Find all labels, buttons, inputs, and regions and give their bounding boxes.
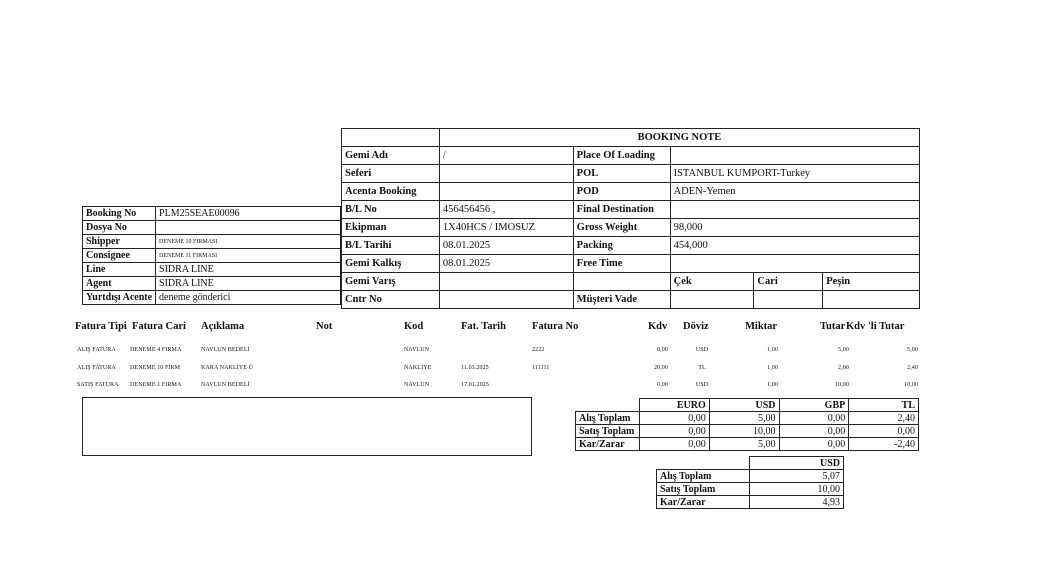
final-destination-value bbox=[670, 201, 919, 219]
currency-totals-table bbox=[575, 398, 919, 451]
booking-note-title: BOOKING NOTE bbox=[439, 129, 919, 147]
row-tutar: 2,00 bbox=[838, 365, 849, 371]
col-fat-tarih: Fat. Tarih bbox=[461, 321, 506, 332]
line-label: Line bbox=[83, 263, 156, 277]
row-kdvli-tutar: 10,00 bbox=[904, 382, 918, 388]
bl-tarihi-label: B/L Tarihi bbox=[342, 237, 440, 255]
row-kod: NAVLUN bbox=[404, 347, 430, 353]
ekipman-label: Ekipman bbox=[342, 219, 440, 237]
row-kdv: 0,00 bbox=[657, 347, 668, 353]
kar-usd: 5,00 bbox=[709, 438, 779, 451]
seferi-label: Seferi bbox=[342, 165, 440, 183]
col-kod: Kod bbox=[404, 321, 424, 332]
col-not: Not bbox=[316, 321, 333, 332]
satis-toplam-label: Satış Toplam bbox=[576, 425, 640, 438]
cari-value bbox=[754, 291, 823, 309]
usd-alis-value: 5,07 bbox=[749, 470, 843, 483]
line-value: SIDRA LINE bbox=[156, 263, 341, 277]
row-fatura-cari: DENEME 1 FIRMA bbox=[130, 382, 182, 388]
packing-label: Packing bbox=[573, 237, 670, 255]
totals-header-euro: EURO bbox=[639, 399, 709, 412]
usd-alis-label: Alış Toplam bbox=[657, 470, 750, 483]
gemi-kalkis-value: 08.01.2025 bbox=[439, 255, 573, 273]
pol-label: POL bbox=[573, 165, 670, 183]
musteri-vade-label: Müşteri Vade bbox=[573, 291, 670, 309]
alis-toplam-label: Alış Toplam bbox=[576, 412, 640, 425]
row-fatura-tipi: ALIŞ FATURA bbox=[77, 347, 116, 353]
usd-kar-label: Kar/Zarar bbox=[657, 496, 750, 509]
notes-box bbox=[82, 397, 532, 456]
alis-tl: 2,40 bbox=[849, 412, 919, 425]
pesin-label: Peşin bbox=[823, 273, 920, 291]
kar-gbp: 0,00 bbox=[779, 438, 849, 451]
pol-value: ISTANBUL KUMPORT-Turkey bbox=[670, 165, 919, 183]
dosya-no-label: Dosya No bbox=[83, 221, 156, 235]
row-fatura-tipi: SATIŞ FATURA bbox=[77, 382, 119, 388]
packing-value: 454,000 bbox=[670, 237, 919, 255]
row-tutar: 5,00 bbox=[838, 347, 849, 353]
row-kdv: 20,00 bbox=[654, 365, 668, 371]
cek-value bbox=[670, 291, 754, 309]
agent-label: Agent bbox=[83, 277, 156, 291]
col-tutar: Tutar bbox=[820, 321, 846, 332]
pesin-value bbox=[823, 291, 920, 309]
shipper-label: Shipper bbox=[83, 235, 156, 249]
consignee-label: Consignee bbox=[83, 249, 156, 263]
booking-no-label: Booking No bbox=[83, 207, 156, 221]
row-miktar: 1,00 bbox=[767, 365, 778, 371]
gemi-adi-label: Gemi Adı bbox=[342, 147, 440, 165]
yurtdisi-acente-value: deneme gönderici bbox=[156, 291, 341, 305]
satis-tl: 0,00 bbox=[849, 425, 919, 438]
dosya-no-value bbox=[156, 221, 341, 235]
col-fatura-cari: Fatura Cari bbox=[132, 321, 186, 332]
agent-value: SIDRA LINE bbox=[156, 277, 341, 291]
gemi-adi-value: / bbox=[439, 147, 573, 165]
row-fatura-tipi: ALIŞ FATURA bbox=[77, 365, 116, 371]
final-destination-label: Final Destination bbox=[573, 201, 670, 219]
usd-kar-value: 4,93 bbox=[749, 496, 843, 509]
satis-gbp: 0,00 bbox=[779, 425, 849, 438]
row-miktar: 1,00 bbox=[767, 382, 778, 388]
usd-totals-table bbox=[656, 456, 844, 509]
col-miktar: Miktar bbox=[745, 321, 778, 332]
totals-header-usd: USD bbox=[709, 399, 779, 412]
row-aciklama: KARA NAKLİYE Ü bbox=[201, 365, 254, 371]
totals-header-gbp: GBP bbox=[779, 399, 849, 412]
col-aciklama: Açıklama bbox=[201, 321, 245, 332]
row-fat-tarih: 11.03.2025 bbox=[461, 365, 489, 371]
ekipman-value: 1X40HCS / IMOSUZ bbox=[439, 219, 573, 237]
table-row bbox=[0, 382, 1058, 390]
booking-no-value: PLM25SEAE00096 bbox=[156, 207, 341, 221]
row-kdvli-tutar: 5,00 bbox=[907, 347, 918, 353]
alis-usd: 5,00 bbox=[709, 412, 779, 425]
shipment-info-table bbox=[82, 206, 341, 305]
yurtdisi-acente-label: Yurtdışı Acente bbox=[83, 291, 156, 305]
row-fat-tarih: 17.01.2025 bbox=[461, 382, 489, 388]
totals-header-tl: TL bbox=[849, 399, 919, 412]
bl-no-label: B/L No bbox=[342, 201, 440, 219]
consignee-value: DENEME 11 FIRMASI bbox=[156, 249, 341, 263]
bl-no-value: 456456456 , bbox=[439, 201, 573, 219]
kar-euro: 0,00 bbox=[639, 438, 709, 451]
row-doviz: USD bbox=[695, 347, 709, 353]
alis-gbp: 0,00 bbox=[779, 412, 849, 425]
kar-tl: -2,40 bbox=[849, 438, 919, 451]
row-aciklama: NAVLUN BEDELİ bbox=[201, 382, 250, 388]
row-fatura-no: 111111 bbox=[532, 365, 550, 371]
col-kdv: Kdv bbox=[648, 321, 668, 332]
bl-tarihi-value: 08.01.2025 bbox=[439, 237, 573, 255]
row-kod: NAKLİYE bbox=[404, 365, 432, 371]
pod-label: POD bbox=[573, 183, 670, 201]
booking-note-table bbox=[341, 128, 920, 309]
row-tutar: 10,00 bbox=[835, 382, 849, 388]
row-doviz: TL bbox=[698, 365, 706, 371]
gross-weight-value: 98,000 bbox=[670, 219, 919, 237]
row-kod: NAVLUN bbox=[404, 382, 430, 388]
free-time-label: Free Time bbox=[573, 255, 670, 273]
row-fatura-no: 2222 bbox=[532, 347, 545, 353]
row-fatura-cari: DENEME 10 FİRM bbox=[130, 365, 181, 371]
seferi-value bbox=[439, 165, 573, 183]
acenta-booking-label: Acenta Booking bbox=[342, 183, 440, 201]
free-time-value bbox=[670, 255, 919, 273]
row-fatura-cari: DENEME 4 FIRMA bbox=[130, 347, 182, 353]
row-aciklama: NAVLUN BEDELİ bbox=[201, 347, 250, 353]
shipper-value: DENEME 10 FIRMASI bbox=[156, 235, 341, 249]
row-kdv: 0,00 bbox=[657, 382, 668, 388]
cntr-no-value bbox=[439, 291, 573, 309]
usd-totals-header: USD bbox=[749, 457, 843, 470]
table-row bbox=[0, 347, 1058, 355]
col-kdvli-tutar: Kdv 'li Tutar bbox=[846, 321, 905, 332]
gemi-varis-value bbox=[439, 273, 573, 291]
alis-euro: 0,00 bbox=[639, 412, 709, 425]
col-doviz: Döviz bbox=[683, 321, 709, 332]
row-kdvli-tutar: 2,40 bbox=[907, 365, 918, 371]
cntr-no-label: Cntr No bbox=[342, 291, 440, 309]
gemi-varis-label: Gemi Varış bbox=[342, 273, 440, 291]
usd-satis-label: Satış Toplam bbox=[657, 483, 750, 496]
cari-label: Cari bbox=[754, 273, 823, 291]
place-of-loading-value bbox=[670, 147, 919, 165]
kar-zarar-label: Kar/Zarar bbox=[576, 438, 640, 451]
row-miktar: 1,00 bbox=[767, 347, 778, 353]
satis-euro: 0,00 bbox=[639, 425, 709, 438]
gemi-kalkis-label: Gemi Kalkış bbox=[342, 255, 440, 273]
pod-value: ADEN-Yemen bbox=[670, 183, 919, 201]
col-fatura-no: Fatura No bbox=[532, 321, 579, 332]
invoice-table-header bbox=[0, 321, 1058, 335]
satis-usd: 10,00 bbox=[709, 425, 779, 438]
table-row bbox=[0, 365, 1058, 373]
gross-weight-label: Gross Weight bbox=[573, 219, 670, 237]
place-of-loading-label: Place Of Loading bbox=[573, 147, 670, 165]
cek-label: Çek bbox=[670, 273, 754, 291]
usd-satis-value: 10,00 bbox=[749, 483, 843, 496]
acenta-booking-value bbox=[439, 183, 573, 201]
col-fatura-tipi: Fatura Tipi bbox=[75, 321, 127, 332]
row-doviz: USD bbox=[695, 382, 709, 388]
